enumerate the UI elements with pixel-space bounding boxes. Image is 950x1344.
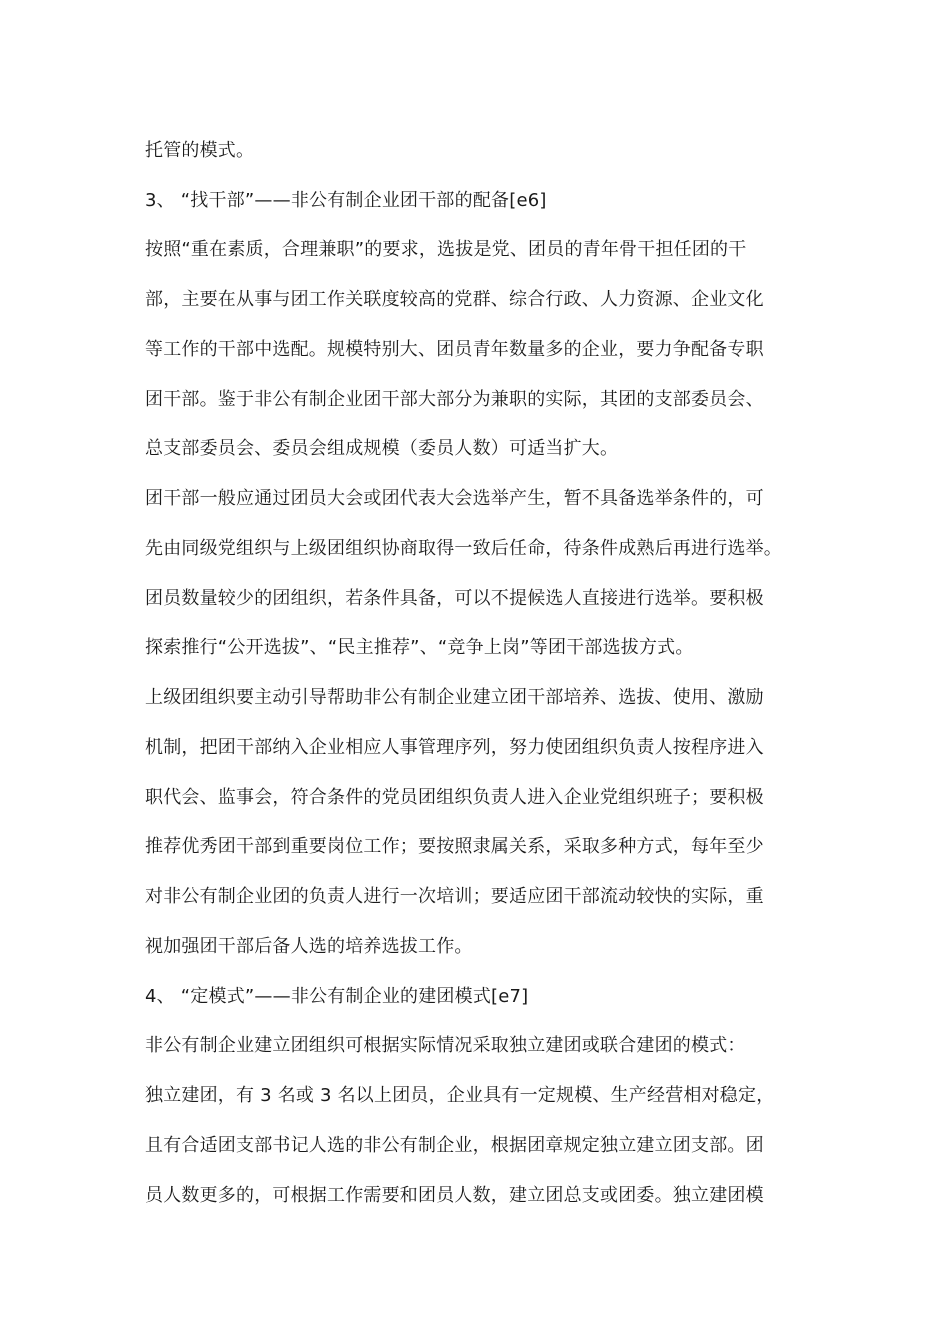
text-line: 团干部。鉴于非公有制企业团干部大部分为兼职的实际，其团的支部委员会、 <box>145 389 764 410</box>
text-line: 上级团组织要主动引导帮助非公有制企业建立团干部培养、选拔、使用、激励 <box>145 687 764 708</box>
section-heading: 3、 “找干部”——非公有制企业团干部的配备[e6] <box>145 190 547 211</box>
section-heading: 4、 “定模式”——非公有制企业的建团模式[e7] <box>145 986 529 1007</box>
text-line: 非公有制企业建立团组织可根据实际情况采取独立建团或联合建团的模式： <box>145 1035 746 1056</box>
text-line: 托管的模式。 <box>145 140 255 161</box>
text-line: 对非公有制企业团的负责人进行一次培训；要适应团干部流动较快的实际，重 <box>145 886 764 907</box>
text-line: 部，主要在从事与团工作关联度较高的党群、综合行政、人力资源、企业文化 <box>145 289 764 310</box>
text-line: 先由同级党组织与上级团组织协商取得一致后任命，待条件成熟后再进行选举。 <box>145 538 782 559</box>
text-line: 机制，把团干部纳入企业相应人事管理序列，努力使团组织负责人按程序进入 <box>145 737 764 758</box>
text-line: 总支部委员会、委员会组成规模（委员人数）可适当扩大。 <box>145 438 619 459</box>
text-line: 且有合适团支部书记人选的非公有制企业，根据团章规定独立建立团支部。团 <box>145 1135 764 1156</box>
text-line: 推荐优秀团干部到重要岗位工作；要按照隶属关系，采取多种方式，每年至少 <box>145 836 764 857</box>
text-line: 探索推行“公开选拔”、“民主推荐”、“竞争上岗”等团干部选拔方式。 <box>145 637 694 658</box>
text-line: 按照“重在素质，合理兼职”的要求，选拔是党、团员的青年骨干担任团的干 <box>145 239 747 260</box>
text-line: 团干部一般应通过团员大会或团代表大会选举产生，暂不具备选举条件的，可 <box>145 488 764 509</box>
text-line: 独立建团，有 3 名或 3 名以上团员，企业具有一定规模、生产经营相对稳定， <box>145 1085 775 1106</box>
text-line: 团员数量较少的团组织，若条件具备，可以不提候选人直接进行选举。要积极 <box>145 588 764 609</box>
text-line: 职代会、监事会，符合条件的党员团组织负责人进入企业党组织班子；要积极 <box>145 787 764 808</box>
text-line: 视加强团干部后备人选的培养选拔工作。 <box>145 936 473 957</box>
text-line: 等工作的干部中选配。规模特别大、团员青年数量多的企业，要力争配备专职 <box>145 339 764 360</box>
text-line: 员人数更多的，可根据工作需要和团员人数，建立团总支或团委。独立建团模 <box>145 1185 764 1206</box>
